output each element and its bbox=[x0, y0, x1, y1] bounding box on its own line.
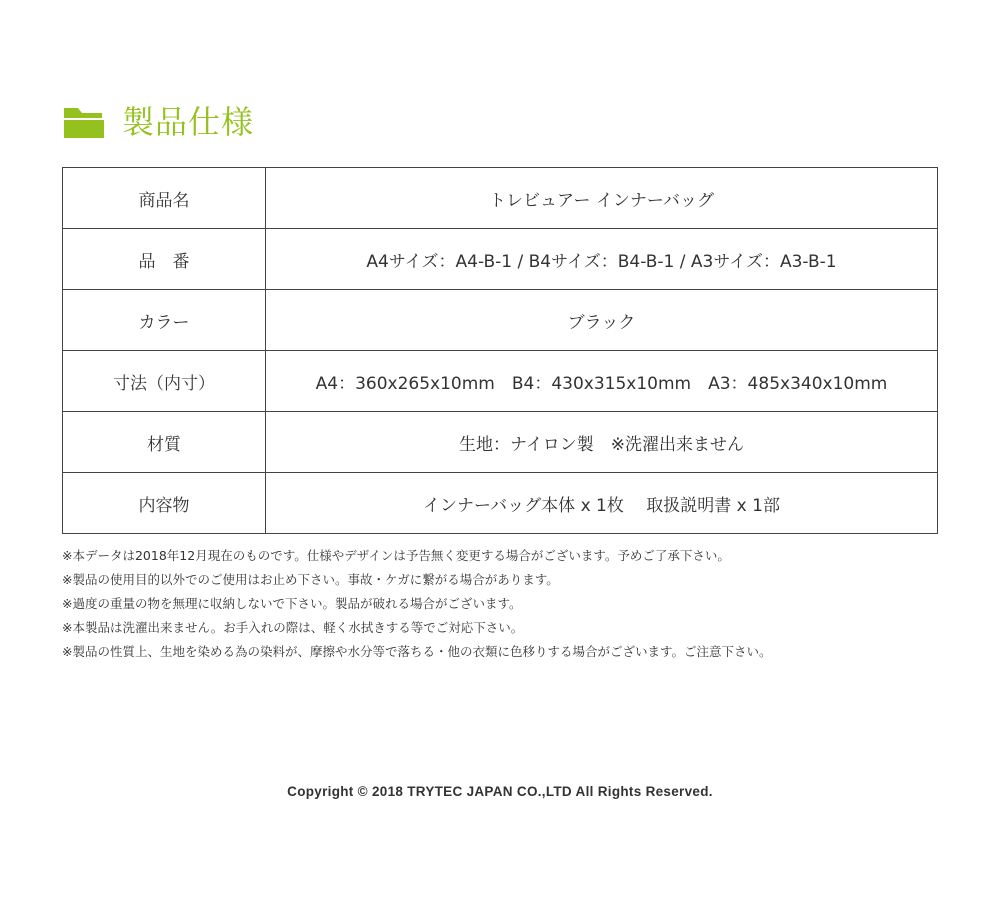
row-value: 生地：ナイロン製 ※洗濯出来ません bbox=[266, 412, 938, 473]
row-label: 品 番 bbox=[63, 229, 266, 290]
table-row-product-number bbox=[63, 229, 938, 290]
note-item: ※過度の重量の物を無理に収納しないで下さい。製品が破れる場合がございます。 bbox=[62, 596, 522, 611]
note-item: ※製品の性質上、生地を染める為の染料が、摩擦や水分等で落ちる・他の衣類に色移りする場合がございます。ご注意下さい。 bbox=[62, 644, 772, 659]
table-row-dimensions bbox=[63, 351, 938, 412]
note-item: ※本製品は洗濯出来ません。お手入れの際は、軽く水拭きする等でご対応下さい。 bbox=[62, 620, 524, 635]
copyright-text: Copyright © 2018 TRYTEC JAPAN CO.,LTD All Rights Reserved. bbox=[287, 784, 713, 799]
note-item: ※本データは2018年12月現在のものです。仕様やデザインは予告無く変更する場合がございます。予めご了承下さい。 bbox=[62, 548, 730, 563]
row-label: 内容物 bbox=[63, 473, 266, 534]
table-row-product-name bbox=[63, 168, 938, 229]
section-heading bbox=[62, 100, 254, 144]
notes-list bbox=[62, 544, 942, 664]
table-row-contents bbox=[63, 473, 938, 534]
row-label: カラー bbox=[63, 290, 266, 351]
row-value: ブラック bbox=[266, 290, 938, 351]
row-value: トレビュアー インナーバッグ bbox=[266, 168, 938, 229]
row-label: 寸法（内寸） bbox=[63, 351, 266, 412]
table-row-material bbox=[63, 412, 938, 473]
row-label: 材質 bbox=[63, 412, 266, 473]
note-item: ※製品の使用目的以外でのご使用はお止め下さい。事故・ケガに繋がる場合があります。 bbox=[62, 572, 559, 587]
page-title: 製品仕様 bbox=[122, 103, 255, 141]
table-row-color bbox=[63, 290, 938, 351]
folder-icon bbox=[62, 104, 106, 140]
row-label: 商品名 bbox=[63, 168, 266, 229]
spec-table bbox=[62, 167, 938, 534]
row-value: インナーバッグ本体 x 1枚 取扱説明書 x 1部 bbox=[266, 473, 938, 534]
row-value: A4：360x265x10mm B4：430x315x10mm A3：485x340x10mm bbox=[266, 351, 938, 412]
row-value: A4サイズ：A4-B-1 / B4サイズ：B4-B-1 / A3サイズ：A3-B-1 bbox=[266, 229, 938, 290]
